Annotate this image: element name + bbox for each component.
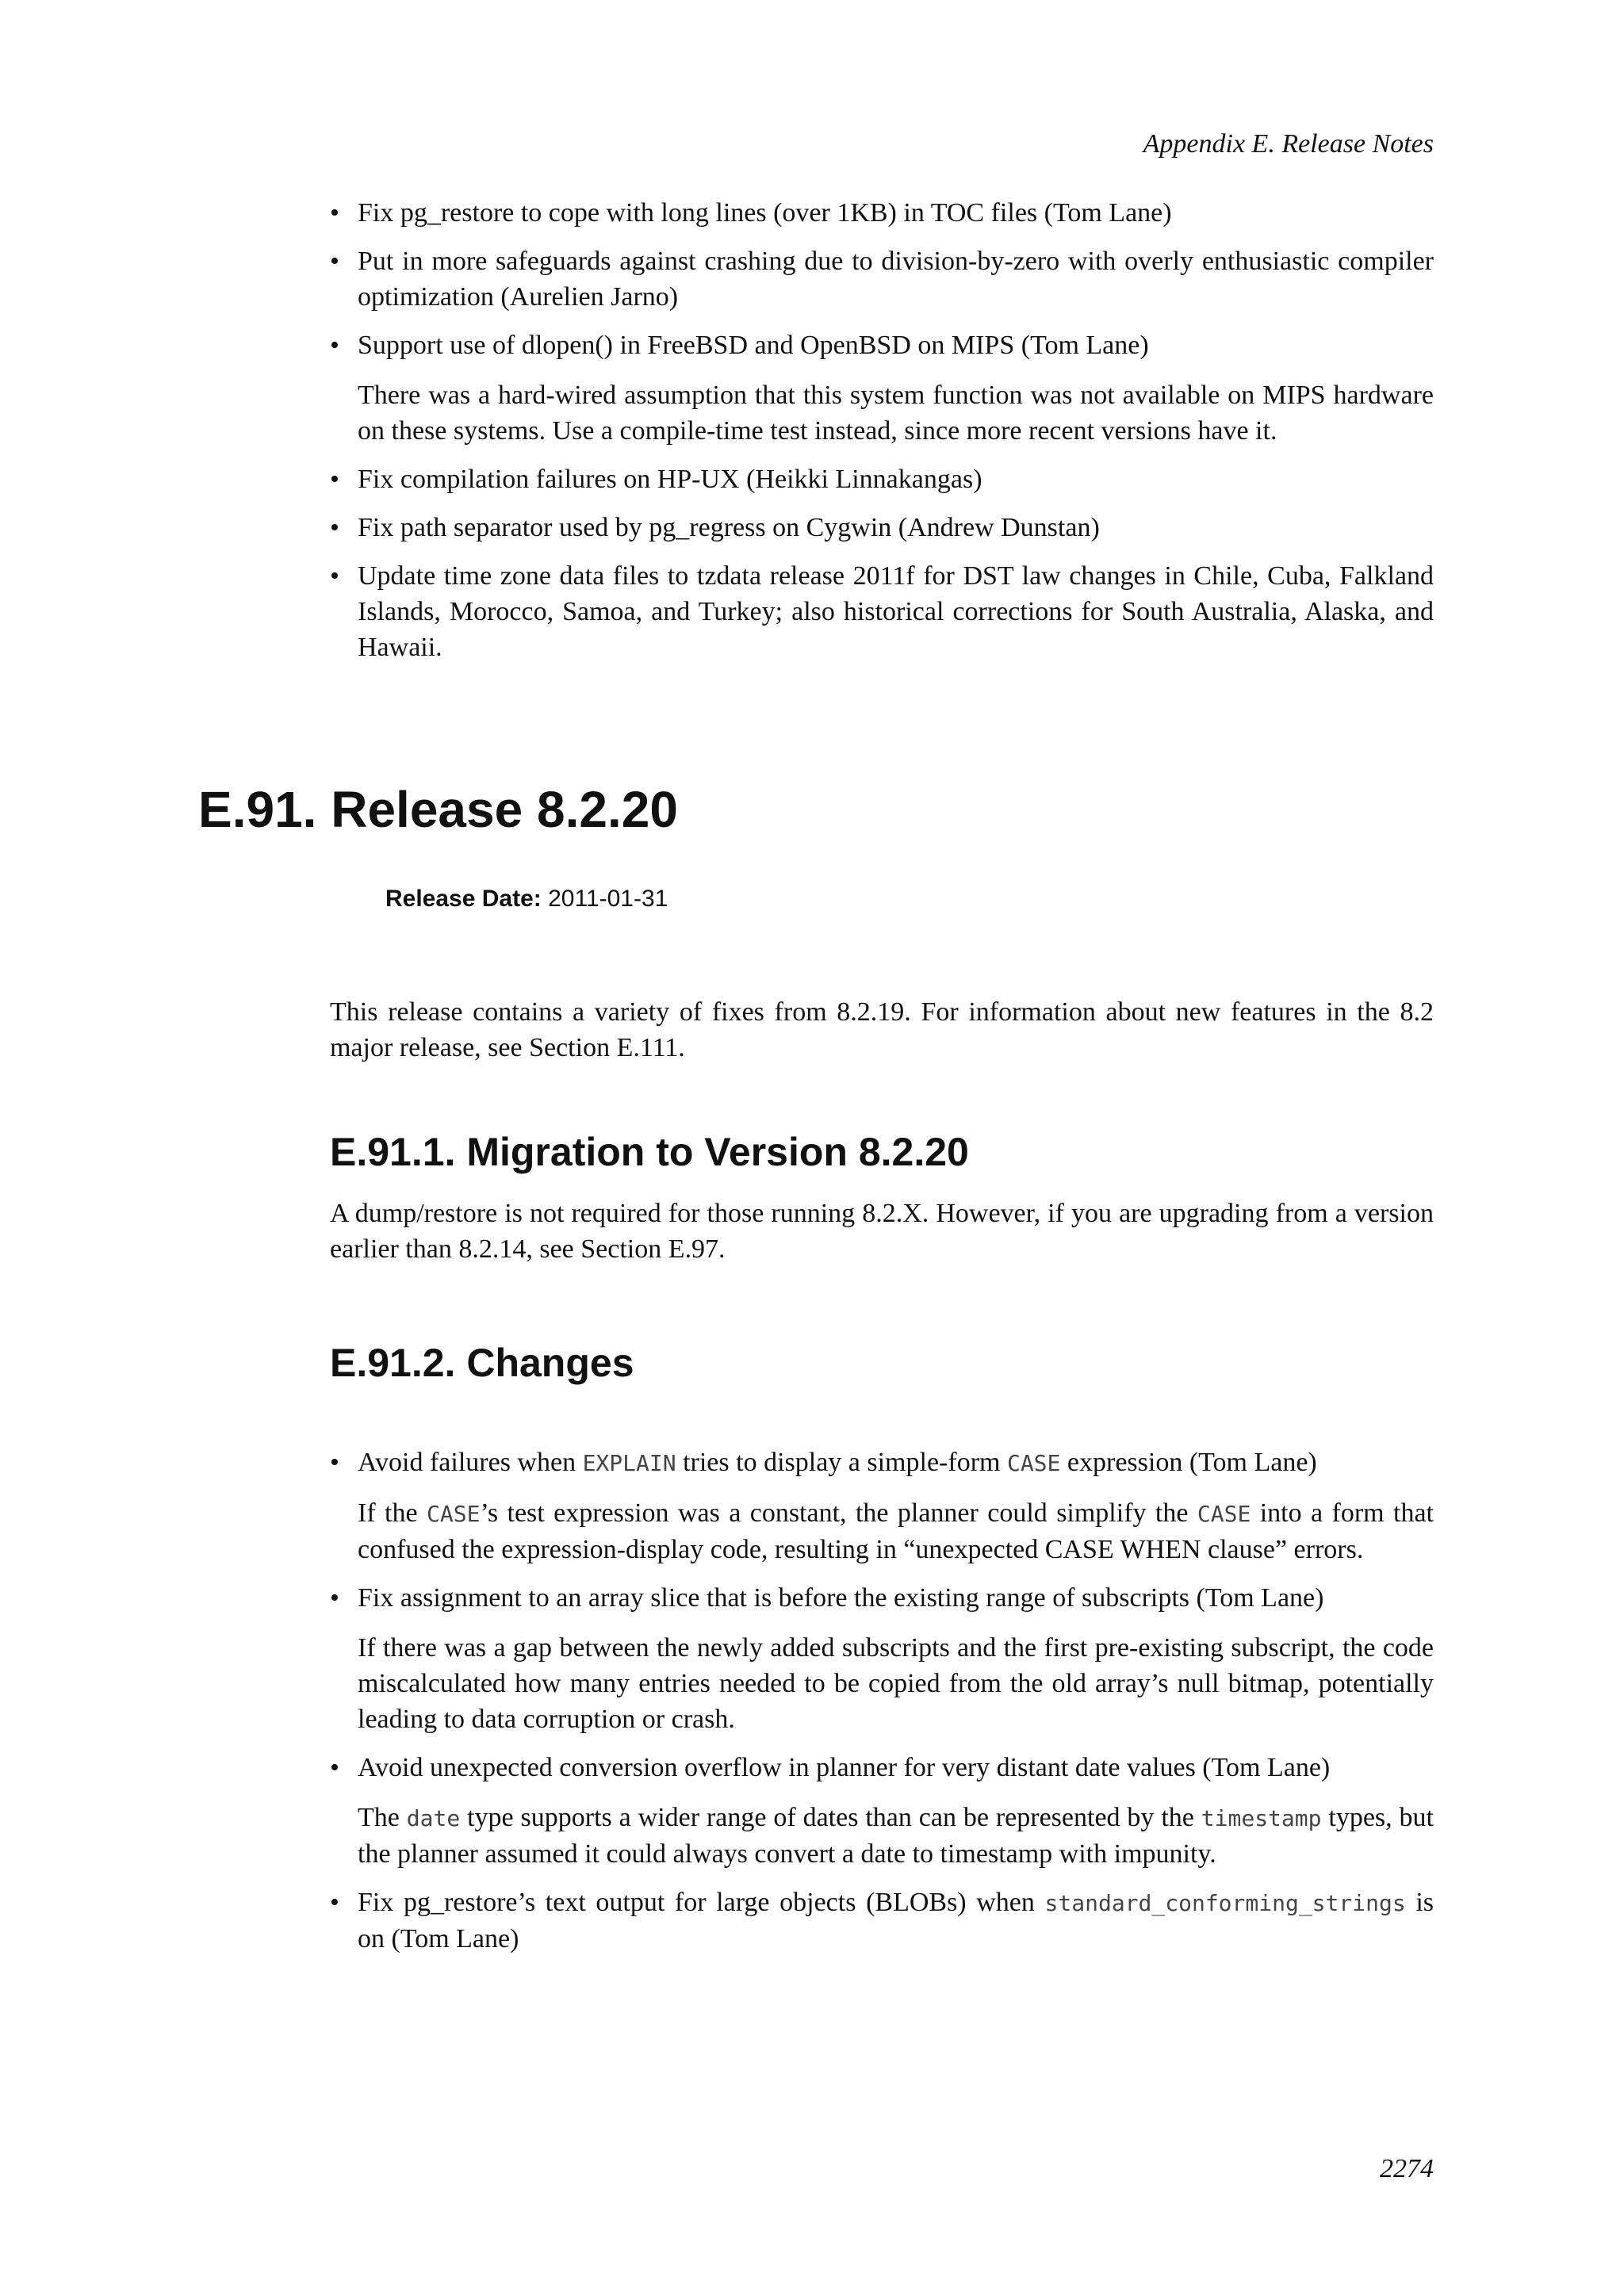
item-description: There was a hard-wired assumption that this system function was not available on MIPS hardware on these systems. Use a compile-time test instead, since more recent versions have it.: [358, 381, 1434, 446]
item-description: [358, 1630, 1434, 1737]
prev-items-list: [330, 195, 1434, 665]
inline-code: CASE: [427, 1501, 481, 1527]
inline-code: date: [406, 1805, 461, 1831]
text-run: types, but the planner assumed it could always convert a date to timestamp with impunity.: [358, 1803, 1434, 1869]
item-title: Put in more safeguards against crashing due to division-by-zero with overly enthusiastic compiler optimization (Aurelien Jarno): [358, 247, 1434, 312]
bullet-glyph: •: [330, 1448, 339, 1477]
list-item: [330, 195, 1434, 231]
inline-code: CASE: [1197, 1501, 1251, 1527]
list-item: [330, 1750, 1434, 1872]
text-run: expression (Tom Lane): [1060, 1448, 1317, 1477]
inline-code: EXPLAIN: [582, 1450, 676, 1476]
text-run: The: [358, 1803, 407, 1832]
item-title: [358, 1580, 1434, 1616]
text-run: If the: [358, 1498, 427, 1528]
bullet-glyph: •: [330, 1888, 339, 1917]
previous-release-items: [330, 195, 1434, 678]
inline-code: CASE: [1006, 1450, 1061, 1476]
text-run: into a form that confused the expression-display code, resulting in “unexpected CASE WHEN clause” errors.: [358, 1498, 1434, 1564]
item-title: [358, 1750, 1434, 1785]
bullet-glyph: •: [330, 198, 339, 228]
bullet-glyph: •: [330, 331, 339, 360]
migration-text: A dump/restore is not required for those running 8.2.X. However, if you are upgrading from a version earlier than 8.2.14, see Section E.97.: [330, 1199, 1434, 1264]
item-title: [358, 1885, 1434, 1957]
running-header: Appendix E. Release Notes: [1143, 129, 1434, 159]
page-number: 2274: [1380, 2154, 1434, 2183]
item-title: Fix pg_restore to cope with long lines (over 1KB) in TOC files (Tom Lane): [358, 198, 1172, 228]
text-run: Fix assignment to an array slice that is before the existing range of subscripts (Tom Lane): [358, 1583, 1324, 1613]
release-date-label: Release Date:: [385, 886, 542, 912]
text-run: ’s test expression was a constant, the planner could simplify the: [480, 1498, 1197, 1528]
bullet-glyph: •: [330, 513, 339, 542]
text-run: is on (Tom Lane): [358, 1888, 1434, 1954]
item-description: [358, 1495, 1434, 1567]
text-run: Avoid unexpected conversion overflow in planner for very distant date values (Tom Lane): [358, 1753, 1331, 1782]
list-item: [330, 510, 1434, 545]
migration-title: E.91.1. Migration to Version 8.2.20: [330, 1130, 969, 1174]
list-item: [330, 1580, 1434, 1737]
changes-list: [330, 1445, 1434, 1957]
text-run: tries to display a simple-form: [676, 1448, 1007, 1477]
item-title: Fix compilation failures on HP-UX (Heikki Linnakangas): [358, 465, 982, 494]
list-item: [330, 243, 1434, 315]
list-item: [330, 1445, 1434, 1567]
release-date-line: [385, 885, 668, 913]
item-title: Fix path separator used by pg_regress on Cygwin (Andrew Dunstan): [358, 513, 1100, 542]
section-intro: This release contains a variety of fixes from 8.2.19. For information about new features in the 8.2 major release, see Section E.111.: [330, 997, 1434, 1062]
text-run: If there was a gap between the newly added subscripts and the first pre-existing subscript, the code miscalculated how many entries needed to be copied from the old array’s null bitmap, potentially leading to data corruption or crash.: [358, 1633, 1434, 1734]
section-title: E.91. Release 8.2.20: [198, 781, 678, 838]
changes-title: E.91.2. Changes: [330, 1341, 634, 1385]
list-item: [330, 1885, 1434, 1957]
item-title: Support use of dlopen() in FreeBSD and OpenBSD on MIPS (Tom Lane): [358, 331, 1149, 360]
text-run: type supports a wider range of dates than can be represented by the: [460, 1803, 1201, 1832]
text-run: Fix pg_restore’s text output for large objects (BLOBs) when: [358, 1888, 1045, 1917]
bullet-glyph: •: [330, 1583, 339, 1613]
inline-code: standard_conforming_strings: [1044, 1890, 1406, 1916]
item-description: [358, 1800, 1434, 1872]
item-title: Update time zone data files to tzdata release 2011f for DST law changes in Chile, Cuba, Falkland Islands, Morocco, Samoa, and Turkey; also historical corrections for South Australia, Alaska, and Hawaii.: [358, 561, 1434, 662]
bullet-glyph: •: [330, 465, 339, 494]
bullet-glyph: •: [330, 561, 339, 591]
bullet-glyph: •: [330, 247, 339, 276]
release-date-value: 2011-01-31: [548, 886, 668, 912]
text-run: Avoid failures when: [358, 1448, 583, 1477]
bullet-glyph: •: [330, 1753, 339, 1782]
list-item: [330, 558, 1434, 665]
inline-code: timestamp: [1201, 1805, 1322, 1831]
item-title: [358, 1445, 1434, 1481]
list-item: [330, 327, 1434, 449]
list-item: [330, 461, 1434, 497]
changes-items: [330, 1445, 1434, 1969]
